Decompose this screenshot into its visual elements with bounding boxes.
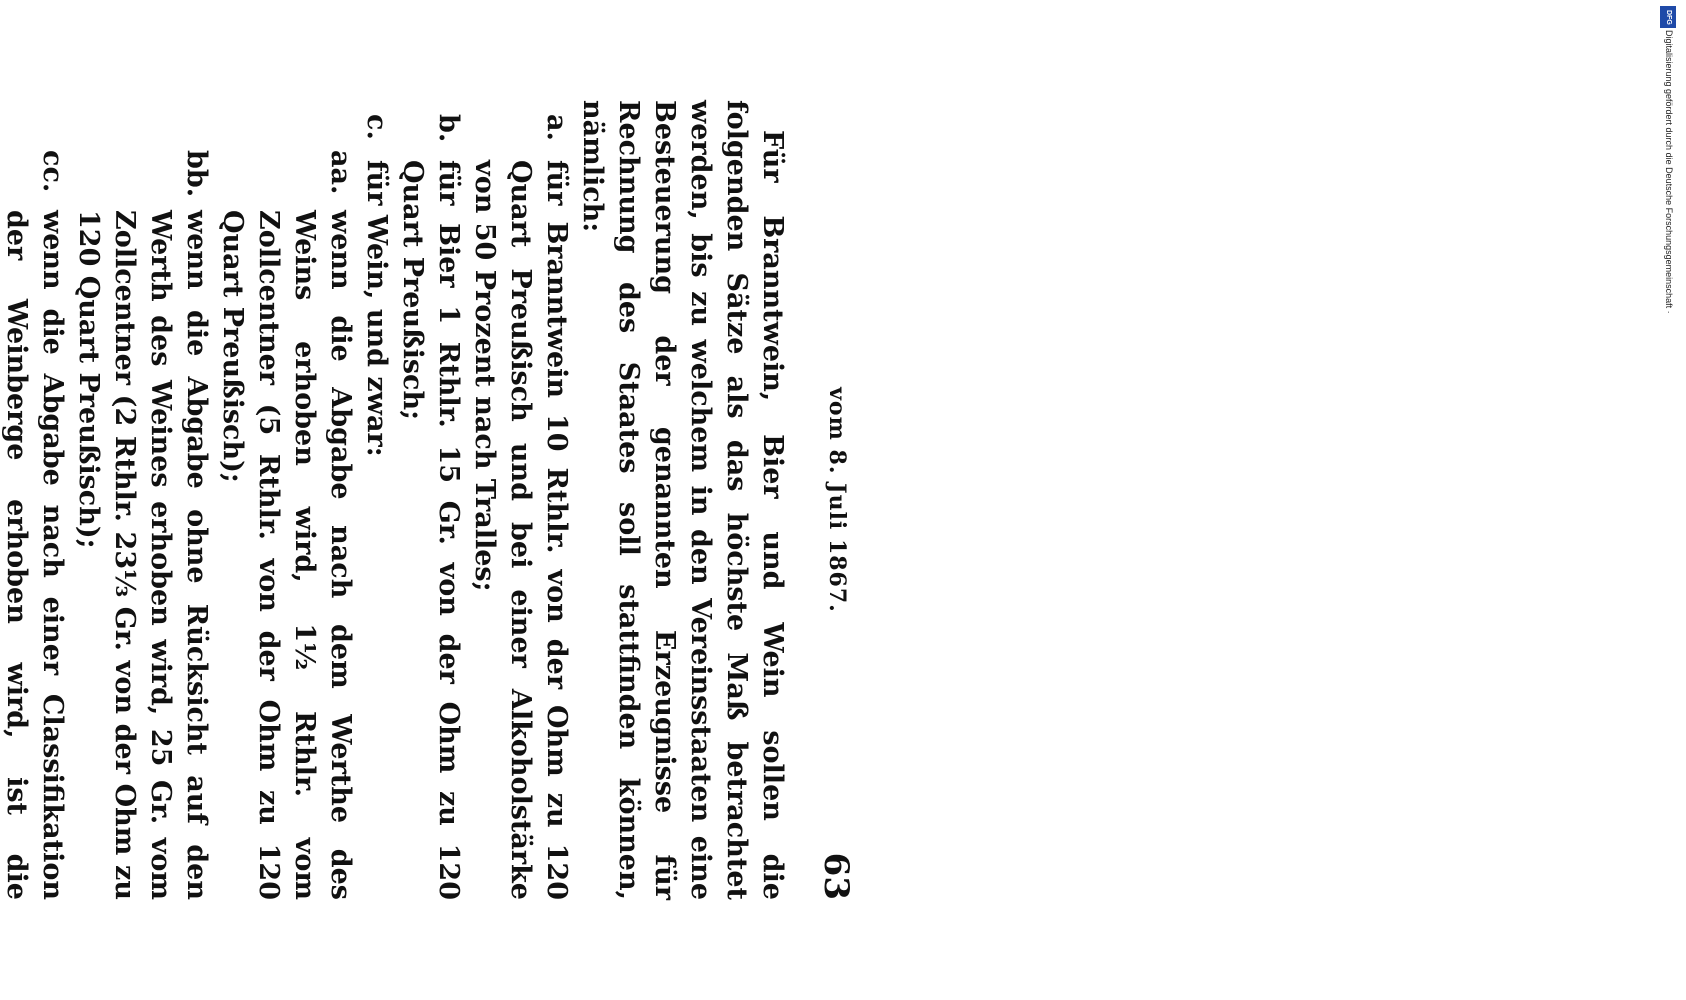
list-item-label: a. [541, 114, 572, 141]
sub-item-bb [70, 100, 214, 900]
list-item-b [394, 100, 466, 900]
list-item-text: für Wein, und zwar: [361, 160, 392, 457]
running-head [810, 60, 856, 940]
list-item-label: c. [361, 114, 392, 140]
dfg-logo: DFG [1660, 6, 1676, 28]
sub-item-label: cc. [37, 150, 68, 193]
sub-item-text: wenn die Abgabe ohne Rücksicht auf den Werth des Weines erhoben wird, 25 Gr. vom Zollcentner (2 Rthlr. 23⅓ Gr. von der Ohm zu 120 Quart Preußisch); [73, 210, 212, 900]
sub-item-aa [214, 100, 358, 900]
running-title: vom 8. Juli 1867. [824, 387, 850, 613]
body-text [0, 100, 790, 900]
intro-paragraph: Für Branntwein, Bier und Wein sollen die folgenden Sätze als das höchste Maß betrachtet werden, bis zu welchem in den Vereinsstaaten eine Besteuerung der genannten Erzeugnisse für Rechnung des Staates soll stattfinden können, nämlich: [577, 100, 788, 900]
sub-item-label: aa. [325, 150, 356, 195]
list-item-label: b. [433, 114, 464, 143]
sub-item-cc [0, 100, 70, 900]
list-item-a [466, 100, 574, 900]
sub-item-label: bb. [181, 150, 212, 198]
list-item-text: für Bier 1 Rthlr. 15 Gr. von der Ohm zu 120 Quart Preußisch; [397, 160, 464, 900]
sub-item-text: wenn die Abgabe nach dem Werthe des Weins erhoben wird, 1½ Rthlr. vom Zollcentner (5 Rthlr. von der Ohm zu 120 Quart Preußisch); [217, 210, 356, 900]
list-item-text: für Branntwein 10 Rthlr. von der Ohm zu 120 Quart Preußisch und bei einer Alkoholstärke von 50 Prozent nach Tralles; [469, 160, 572, 900]
sub-item-text: wenn die Abgabe nach einer Classifikation der Weinberge erhoben wird, ist die [1, 210, 68, 900]
digitization-credit-text: Digitalisierung gefördert durch die Deutsche Forschungsgemeinschaft · [1664, 30, 1674, 314]
page-number: 63 [816, 852, 856, 900]
digitization-credit [1658, 30, 1678, 350]
list-item-c [358, 100, 394, 900]
